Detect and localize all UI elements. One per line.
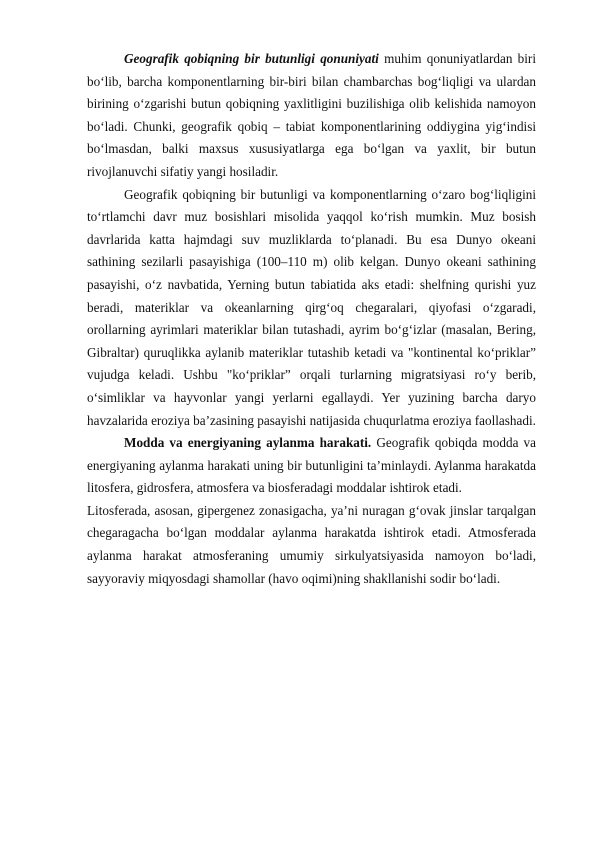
document-page — [87, 48, 536, 590]
paragraph-body: Litosferada, asosan, gipergenez zonasigacha, ya’ni nuragan g‘ovak jinslar tarqalgan chegaragacha bo‘lgan moddalar aylanma harakatda ishtirok etadi. Atmosferada aylanma harakat atmosferaning umumiy sirkulyatsiyasida namoyon bo‘ladi, sayyoraviy miqyosdagi shamollar (havo oqimi)ning shakllanishi sodir bo‘ladi. — [87, 502, 536, 586]
paragraph-lead-heading: Modda va energiyaning aylanma harakati. — [124, 435, 372, 451]
paragraph-bir-butunlik — [87, 48, 536, 184]
paragraph-body: muhim qonuniyatlardan biri bo‘lib, barcha komponentlarning bir-biri bilan chambarchas bog‘liqligi va ulardan birining o‘zgarishi butun qobiqning yaxlitligini buzilishiga olib kelishida namoyon bo‘ladi. Chunki, geografik qobiq – tabiat komponentlarining oddiygina yig‘indisi bo‘lmasdan, balki maxsus xususiyatlarga ega bo‘lgan va yaxlit, bir butun rivojlanuvchi sifatiy yangi hosiladir. — [87, 51, 536, 179]
paragraph-lead-heading: Geografik qobiqning bir butunligi qonuniyati — [124, 51, 379, 66]
paragraph-aylanma-harakat — [87, 432, 536, 500]
paragraph-muz-bosish — [87, 184, 536, 433]
paragraph-body: Geografik qobiqda modda va energiyaning aylanma harakati uning bir butunligini ta’minlaydi. Aylanma harakatda litosfera, gidrosfera, atmosfera va biosferadagi moddalar ishtirok etadi. — [87, 435, 536, 496]
paragraph-body: Geografik qobiqning bir butunligi va komponentlarning o‘zaro bog‘liqligini to‘rtlamchi davr muz bosishlari misolida yaqqol ko‘rish mumkin. Muz bosish davrlarida katta hajmdagi suv muzliklarda to‘planadi. Bu esa Dunyo okeani sathining sezilarli pasayishiga (100–110 m) olib kelgan. Dunyo okeani sathining pasayishi, o‘z navbatida, Yerning butun tabiatida aks etadi: shelfning qurishi yuz beradi, materiklar va okeanlarning qirg‘oq chegaralari, qiyofasi o‘zgaradi, orollarning ayrimlari materiklar bilan tutashadi, ayrim bo‘g‘izlar (masalan, Bering, Gibraltar) quruqlikka aylanib materiklar tutashib ketadi va "kontinental ko‘priklar” vujudga keladi. Ushbu "ko‘priklar” orqali turlarning migratsiyasi ro‘y berib, o‘simliklar va hayvonlar yangi yerlarni egallaydi. Yer yuzining barcha daryo havzalarida eroziya ba’zasining pasayishi natijasida chuqurlatma eroziya faollashadi. — [87, 186, 536, 428]
paragraph-litosfera — [87, 500, 536, 590]
